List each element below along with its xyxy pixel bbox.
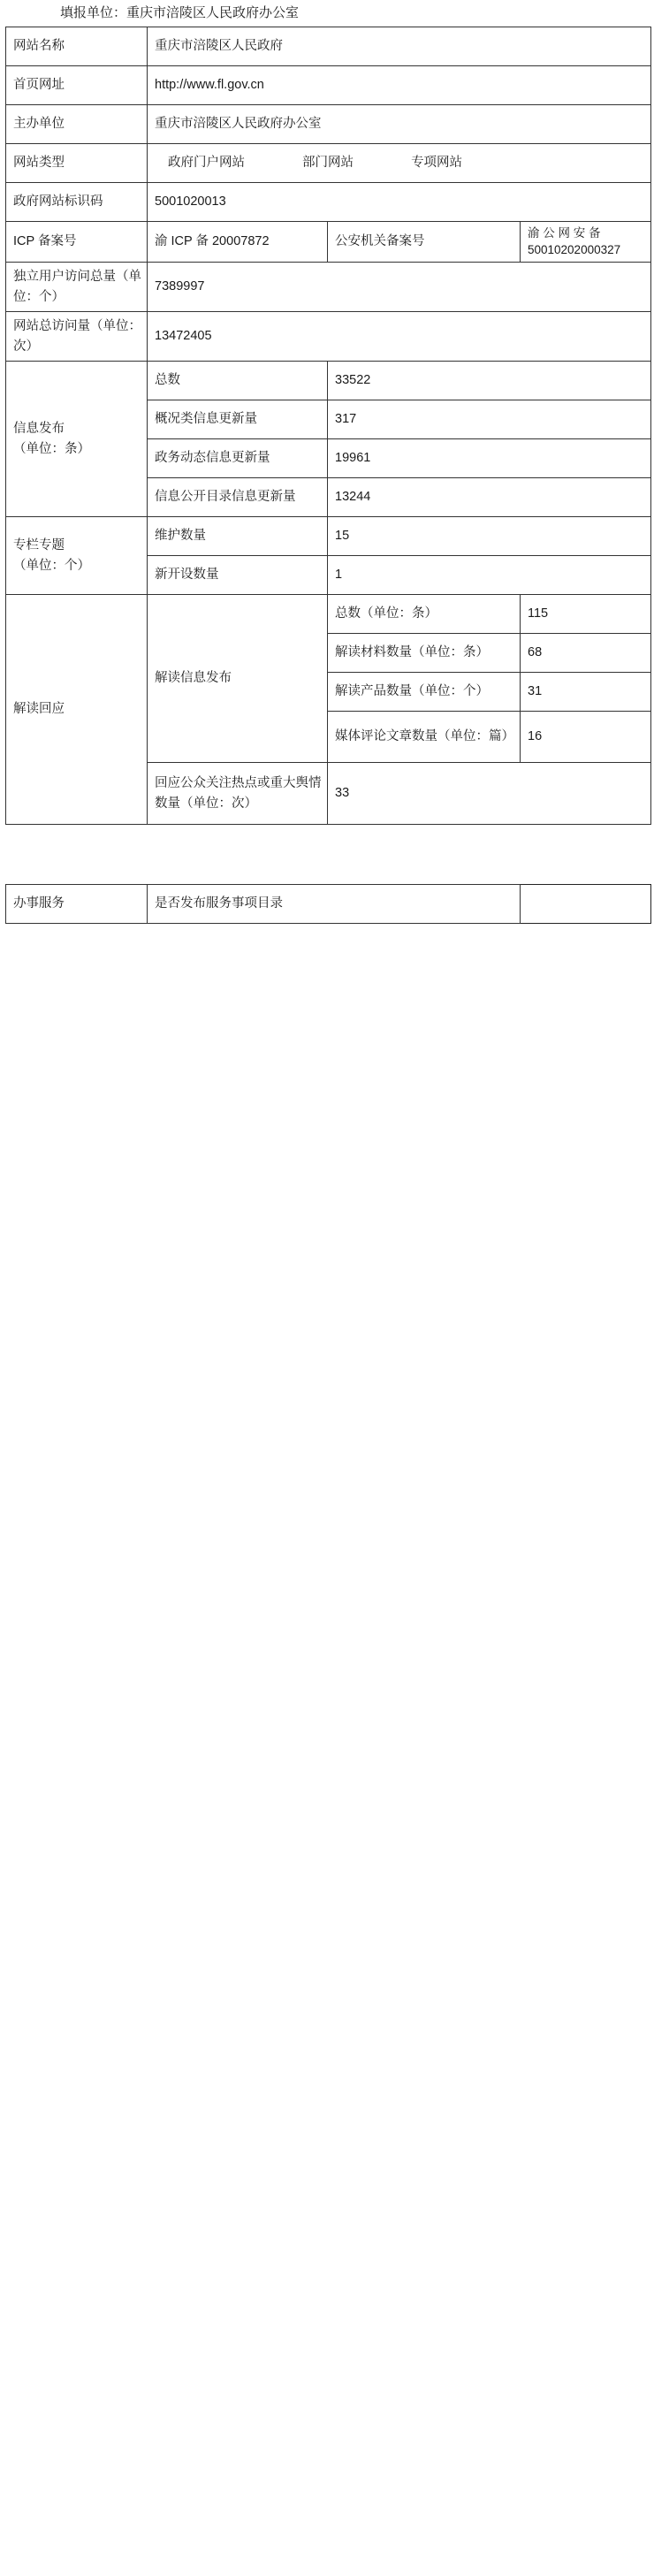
interp-row-label: 解读产品数量（单位：个）	[328, 673, 521, 712]
interp-row-label: 总数（单位：条）	[328, 595, 521, 634]
site-type-options	[148, 144, 651, 183]
report-table-page-2	[5, 884, 651, 924]
uv-value: 7389997	[148, 263, 651, 312]
home-url-value: http://www.fl.gov.cn	[148, 66, 651, 105]
table-row	[6, 27, 651, 66]
police-value: 渝 公 网 安 备 50010202000327	[521, 222, 651, 263]
table-row	[6, 222, 651, 263]
column-row-label: 维护数量	[148, 517, 328, 556]
site-id-value: 5001020013	[148, 183, 651, 222]
cell-label: 网站类型	[6, 144, 148, 183]
type-option-special[interactable]: 专项网站	[411, 156, 463, 171]
interp-row-value: 115	[521, 595, 651, 634]
interp-row-value: 16	[521, 712, 651, 763]
column-row-label: 新开设数量	[148, 556, 328, 595]
table-row	[6, 595, 651, 634]
info-row-label: 信息公开目录信息更新量	[148, 478, 328, 517]
cell-label: 首页网址	[6, 66, 148, 105]
info-section-label: 信息发布 （单位：条）	[6, 362, 148, 517]
column-row-value: 15	[328, 517, 651, 556]
respond-label: 回应公众关注热点或重大舆情数量（单位：次）	[148, 763, 328, 825]
table-row	[6, 885, 651, 924]
table-row	[6, 263, 651, 312]
info-row-value: 19961	[328, 439, 651, 478]
info-row-label: 概况类信息更新量	[148, 400, 328, 439]
type-option-department[interactable]: 部门网站	[302, 156, 354, 171]
pv-value: 13472405	[148, 312, 651, 362]
type-option-portal[interactable]: 政府门户网站	[168, 156, 245, 171]
interp-row-value: 68	[521, 634, 651, 673]
table-row	[6, 183, 651, 222]
cell-label: 主办单位	[6, 105, 148, 144]
cell-label: 独立用户访问总量（单位：个）	[6, 263, 148, 312]
cell-label: 网站名称	[6, 27, 148, 66]
service-section-label: 办事服务	[6, 885, 148, 924]
info-row-label: 政务动态信息更新量	[148, 439, 328, 478]
table-row	[6, 517, 651, 556]
interp-section-label: 解读回应	[6, 595, 148, 825]
info-row-value: 33522	[328, 362, 651, 400]
cell-label: 政府网站标识码	[6, 183, 148, 222]
column-row-value: 1	[328, 556, 651, 595]
report-table-page-1	[5, 27, 651, 825]
sponsor-value: 重庆市涪陵区人民政府办公室	[148, 105, 651, 144]
interp-row-label: 媒体评论文章数量（单位：篇）	[328, 712, 521, 763]
table-row	[6, 362, 651, 400]
interp-row-label: 解读材料数量（单位：条）	[328, 634, 521, 673]
icp-value: 渝 ICP 备 20007872	[148, 222, 328, 263]
police-label: 公安机关备案号	[328, 222, 521, 263]
catalog-label: 是否发布服务事项目录	[148, 885, 521, 924]
table-row	[6, 105, 651, 144]
table-row	[6, 312, 651, 362]
table-row	[6, 66, 651, 105]
column-section-label: 专栏专题 （单位：个）	[6, 517, 148, 595]
interp-row-value: 31	[521, 673, 651, 712]
report-unit-header: 填报单位：重庆市涪陵区人民政府办公室	[60, 5, 300, 20]
interp-sub-label: 解读信息发布	[148, 595, 328, 763]
info-row-value: 13244	[328, 478, 651, 517]
table-row	[6, 144, 651, 183]
respond-value: 33	[328, 763, 651, 825]
cell-label: ICP 备案号	[6, 222, 148, 263]
site-name-value: 重庆市涪陵区人民政府	[148, 27, 651, 66]
info-row-value: 317	[328, 400, 651, 439]
info-row-label: 总数	[148, 362, 328, 400]
cell-label: 网站总访问量（单位：次）	[6, 312, 148, 362]
